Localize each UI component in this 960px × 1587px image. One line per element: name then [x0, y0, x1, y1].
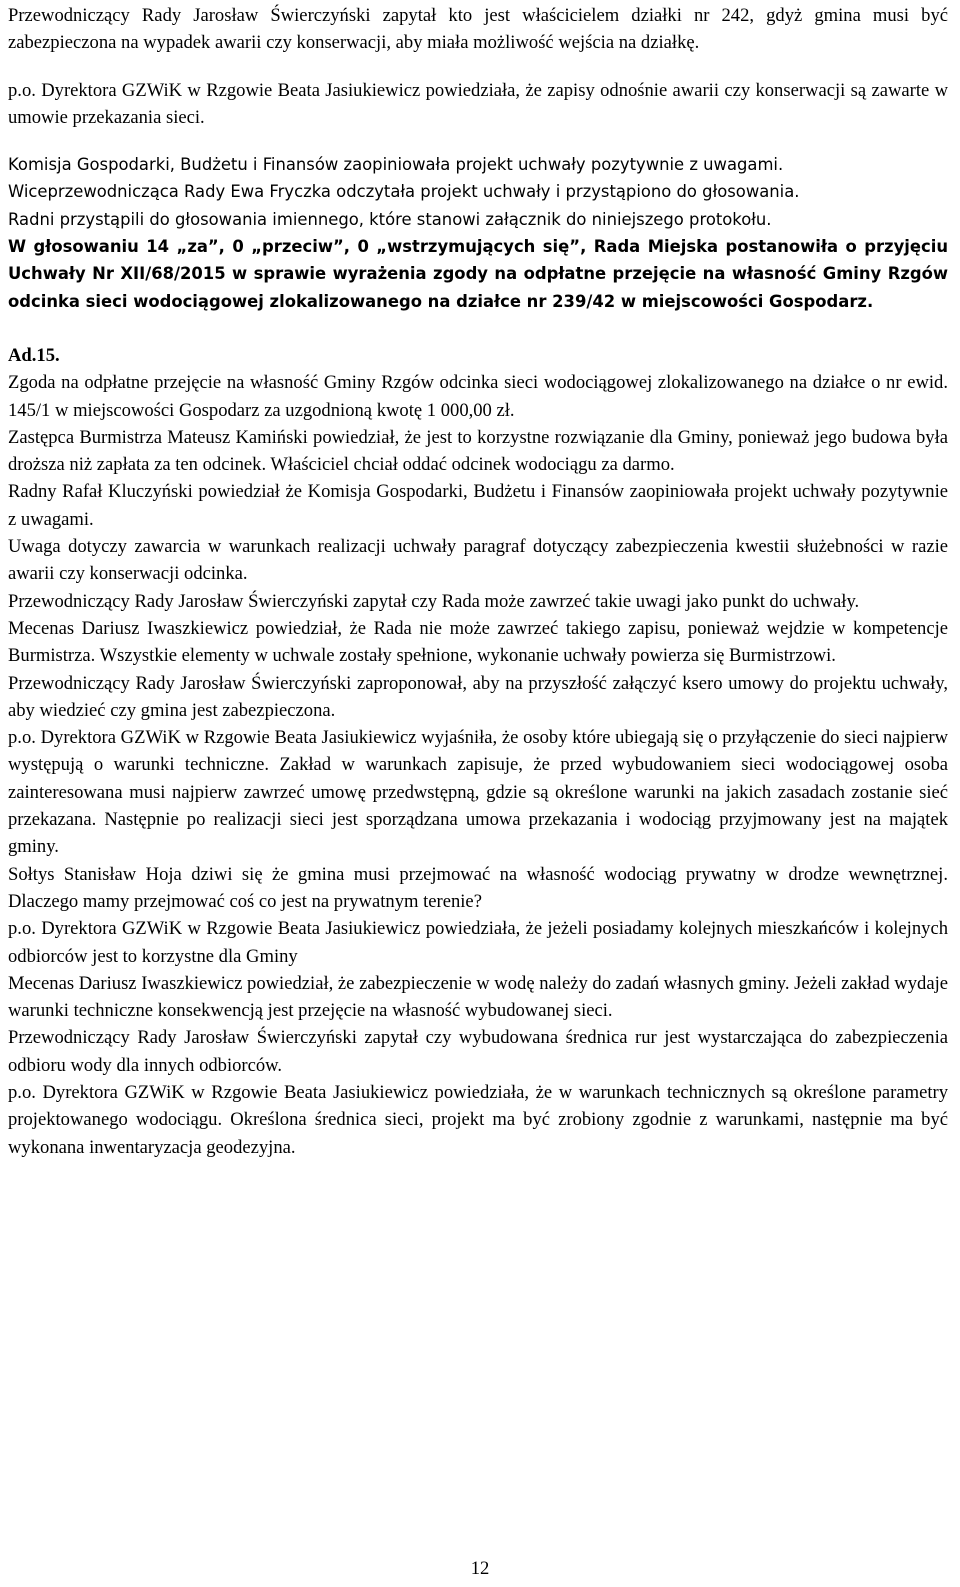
paragraph-lawyer-response: Mecenas Dariusz Iwaszkiewicz powiedział, że Rada nie może zawrzeć takiego zapisu, ponieważ wejdzie w kompetencje Burmistrza. Wszystkie elementy w uchwale zostały spełnione, wykonanie uchwały powierza się Burmistrzowi.: [8, 617, 948, 667]
paragraph-director-answer: p.o. Dyrektora GZWiK w Rzgowie Beata Jasiukiewicz powiedziała, że zapisy odnośnie awarii czy konserwacji są zawarte w umowie przekazania sieci.: [8, 79, 948, 128]
paragraph-lawyer-statement: Mecenas Dariusz Iwaszkiewicz powiedział, że zabezpieczenie w wodę należy do zadań własnych gminy. Jeżeli zakład wydaje warunki techniczne konsekwencją jest przejęcie na własność wybudowanej sieci.: [8, 972, 948, 1022]
paragraph-councillor-kluczynski: Radny Rafał Kluczyński powiedział że Komisja Gospodarki, Budżetu i Finansów zaopiniowała projekt uchwały pozytywnie z uwagami.: [8, 481, 948, 530]
paragraph-director-technical: p.o. Dyrektora GZWiK w Rzgowie Beata Jasiukiewicz powiedziała, że w warunkach technicznych są określone parametry projektowanego wodociągu. Określona średnica sieci, projekt ma być zrobiony zgodnie z warunkami, następnie ma być wykonana inwentaryzacja geodezyjna.: [8, 1081, 948, 1158]
paragraph-vote-result: W głosowaniu 14 „za”, 0 „przeciw”, 0 „wstrzymujących się”, Rada Miejska postanowiła o przyjęciu Uchwały Nr XII/68/2015 w sprawie wyrażenia zgody na odpłatne przejęcie na własność Gminy Rzgów odcinka sieci wodociągowej zlokalizowanego na działce nr 239/42 w miejscowości Gospodarz.: [8, 237, 948, 311]
paragraph-director-reply: p.o. Dyrektora GZWiK w Rzgowie Beata Jasiukiewicz powiedziała, że jeżeli posiadamy kolejnych mieszkańców i kolejnych odbiorców jest to korzystne dla Gminy: [8, 918, 948, 967]
paragraph-chairman-question: Przewodniczący Rady Jarosław Świerczyński zapytał czy Rada może zawrzeć takie uwagi jako punkt do uchwały.: [8, 590, 860, 612]
paragraph-roll-call-vote: Radni przystąpili do głosowania imiennego, które stanowi załącznik do niniejszego protokołu.: [8, 209, 772, 229]
paragraph-commission-opinion: Komisja Gospodarki, Budżetu i Finansów zaopiniowała projekt uchwały pozytywnie z uwagami.: [8, 155, 784, 175]
paragraph-director-explanation: p.o. Dyrektora GZWiK w Rzgowie Beata Jasiukiewicz wyjaśniła, że osoby które ubiegają się o przyłączenie do sieci najpierw występują o warunki techniczne. Zakład w warunkach zapisuje, że przed wybudowaniem sieci wodociągowej osoba zainteresowana musi najpierw zawrzeć umowę przedwstępną, gdzie są określone warunki na jakich zasadach zostanie sieć przekazana. Następnie po realizacji sieci jest sporządzana umowa przekazania i wodociąg przyjmowany jest na majątek gminy.: [8, 727, 948, 858]
paragraph-chairman-question-plot: Przewodniczący Rady Jarosław Świerczyński zapytał kto jest właścicielem działki nr 242, gdyż gmina musi być zabezpieczona na wypadek awarii czy konserwacji, aby miała możliwość wejścia na działkę.: [8, 5, 948, 54]
paragraph-agenda-item: Zgoda na odpłatne przejęcie na własność Gminy Rzgów odcinka sieci wodociągowej zlokalizowanego na działce o nr ewid. 145/1 w miejscowości Gospodarz za uzgodnioną kwotę 1 000,00 zł.: [8, 372, 948, 421]
paragraph-village-head: Sołtys Stanisław Hoja dziwi się że gmina musi przejmować na własność wodociąg prywatny w drodze wewnętrznej. Dlaczego mamy przejmować coś co jest na prywatnym terenie?: [8, 863, 948, 912]
section-heading: Ad.15.: [8, 344, 60, 366]
paragraph-chairman-proposal: Przewodniczący Rady Jarosław Świerczyński zaproponował, aby na przyszłość załączyć ksero umowy do projektu uchwały, aby wiedzieć czy gmina jest zabezpieczona.: [8, 672, 948, 721]
page-number: 12: [470, 1558, 490, 1579]
paragraph-vice-chair-reading: Wiceprzewodnicząca Rady Ewa Fryczka odczytała projekt uchwały i przystąpiono do głosowania.: [8, 182, 800, 202]
paragraph-remark: Uwaga dotyczy zawarcia w warunkach realizacji uchwały paragraf dotyczący zabezpieczenia kwestii służebności w razie awarii czy konserwacji odcinka.: [8, 536, 948, 585]
document-body: [8, 2, 948, 1161]
paragraph-deputy-mayor: Zastępca Burmistrza Mateusz Kamiński powiedział, że jest to korzystne rozwiązanie dla Gminy, ponieważ jego budowa była droższa niż zapłata za ten odcinek. Właściciel chciał oddać odcinek wodociągu za darmo.: [8, 426, 948, 476]
paragraph-chairman-pipes: Przewodniczący Rady Jarosław Świerczyński zapytał czy wybudowana średnica rur jest wystarczająca do zabezpieczenia odbioru wody dla innych odbiorców.: [8, 1027, 948, 1076]
